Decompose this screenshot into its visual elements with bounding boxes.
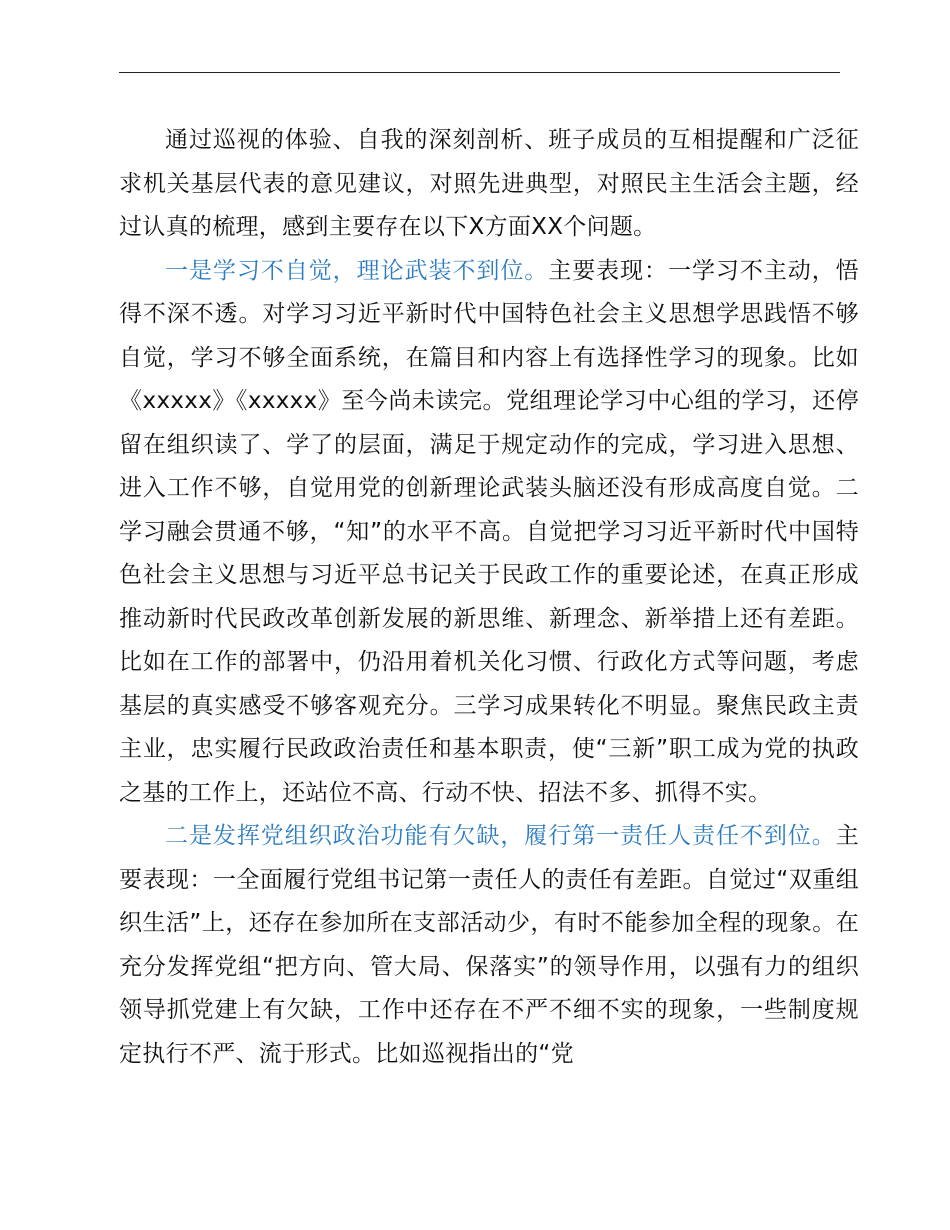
intro-text: 通过巡视的体验、自我的深刻剖析、班子成员的互相提醒和广泛征求机关基层代表的意见建议，对照先进典型，对照民主生活会主题，经过认真的梳理，感到主要存在以下X方面XX个问题。 xyxy=(119,127,859,240)
section-2-heading: 二是发挥党组织政治功能有欠缺，履行第一责任人责任不到位。 xyxy=(165,823,836,849)
document-body xyxy=(119,119,859,1076)
section-1-body: 主要表现：一学习不主动，悟得不深不透。对学习习近平新时代中国特色社会主义思想学思践悟不够自觉，学习不够全面系统，在篇目和内容上有选择性学习的现象。比如《xxxxx》《xxxxx》至今尚未读完。党组理论学习中心组的学习，还停留在组织读了、学了的层面，满足于规定动作的完成，学习进入思想、进入工作不够，自觉用党的创新理论武装头脑还没有形成高度自觉。二学习融会贯通不够，“知”的水平不高。自觉把学习习近平新时代中国特色社会主义思想与习近平总书记关于民政工作的重要论述，在真正形成推动新时代民政改革创新发展的新思维、新理念、新举措上还有差距。比如在工作的部署中，仍沿用着机关化习惯、行政化方式等问题，考虑基层的真实感受不够客观充分。三学习成果转化不明显。聚焦民政主责主业，忠实履行民政政治责任和基本职责，使“三新”职工成为党的执政之基的工作上，还站位不高、行动不快、招法不多、抓得不实。 xyxy=(119,257,859,806)
intro-paragraph xyxy=(119,119,859,250)
section-1-paragraph xyxy=(119,250,859,816)
section-1-heading: 一是学习不自觉，理论武装不到位。 xyxy=(165,257,549,284)
header-rule xyxy=(119,72,840,73)
section-2-paragraph xyxy=(119,815,859,1076)
section-2-body: 主要表现：一全面履行党组书记第一责任人的责任有差距。自觉过“双重组织生活”上，还存在参加所在支部活动少，有时不能参加全程的现象。在充分发挥党组“把方向、管大局、保落实”的领导作用，以强有力的组织领导抓党建上有欠缺，工作中还存在不严不细不实的现象，一些制度规定执行不严、流于形式。比如巡视指出的“党 xyxy=(119,823,859,1067)
